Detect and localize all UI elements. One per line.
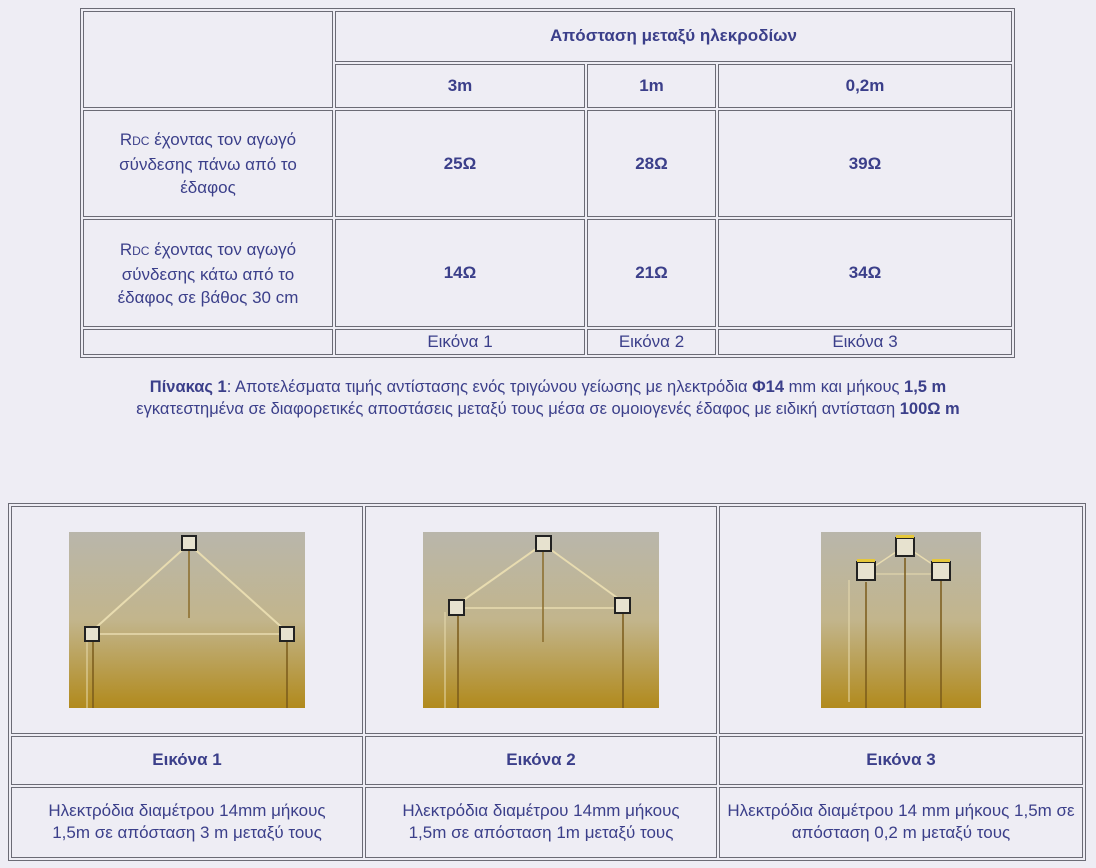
- figure-3-photo: [821, 532, 981, 708]
- distance-header: Απόσταση μεταξύ ηλεκροδίων: [335, 11, 1012, 62]
- figure-1-photo: [69, 532, 305, 708]
- table-caption: Πίνακας 1: Αποτελέσματα τιμής αντίστασης ενός τριγώνου γείωσης με ηλεκτρόδια Φ14 mm και μήκους 1,5 m εγκατεστημένα σε διαφορετικές αποστάσεις μεταξύ τους μέσα σε ομοιογενές έδαφος με ειδική αντίσταση 100Ω m: [136, 378, 960, 418]
- column-header-3m: 3m: [335, 64, 585, 109]
- figure-3-photo-cell: [719, 506, 1083, 734]
- empty-cell: [83, 329, 333, 355]
- figure-3-description: Ηλεκτρόδια διαμέτρου 14 mm μήκους 1,5m σε απόσταση 0,2 m μεταξύ τους: [719, 787, 1083, 858]
- figure-2-photo-cell: [365, 506, 717, 734]
- table-corner-cell: [83, 11, 333, 108]
- value-cell: 25Ω: [335, 110, 585, 217]
- figure-1-description: Ηλεκτρόδια διαμέτρου 14mm μήκους 1,5m σε απόσταση 3 m μεταξύ τους: [11, 787, 363, 858]
- figure-2-photo: [423, 532, 659, 708]
- figure-1-title: Εικόνα 1: [11, 736, 363, 785]
- value-cell: 39Ω: [718, 110, 1012, 217]
- row-label-below-ground: RDC έχοντας τον αγωγό σύνδεσης κάτω από το έδαφος σε βάθος 30 cm: [83, 219, 333, 326]
- value-cell: 28Ω: [587, 110, 716, 217]
- figure-ref-cell: Εικόνα 3: [718, 329, 1012, 355]
- table-row: [83, 329, 1012, 355]
- figure-1-photo-cell: [11, 506, 363, 734]
- column-header-0-2m: 0,2m: [718, 64, 1012, 109]
- results-table: [80, 8, 1015, 358]
- figure-2-title: Εικόνα 2: [365, 736, 717, 785]
- figure-ref-cell: Εικόνα 1: [335, 329, 585, 355]
- figures-table: [8, 503, 1086, 861]
- figure-2-description: Ηλεκτρόδια διαμέτρου 14mm μήκους 1,5m σε απόσταση 1m μεταξύ τους: [365, 787, 717, 858]
- figure-3-title: Εικόνα 3: [719, 736, 1083, 785]
- value-cell: 14Ω: [335, 219, 585, 326]
- figure-ref-cell: Εικόνα 2: [587, 329, 716, 355]
- table-row: [83, 110, 1012, 217]
- row-label-above-ground: RDC έχοντας τον αγωγό σύνδεσης πάνω από το έδαφος: [83, 110, 333, 217]
- table-row: [83, 219, 1012, 326]
- value-cell: 34Ω: [718, 219, 1012, 326]
- value-cell: 21Ω: [587, 219, 716, 326]
- column-header-1m: 1m: [587, 64, 716, 109]
